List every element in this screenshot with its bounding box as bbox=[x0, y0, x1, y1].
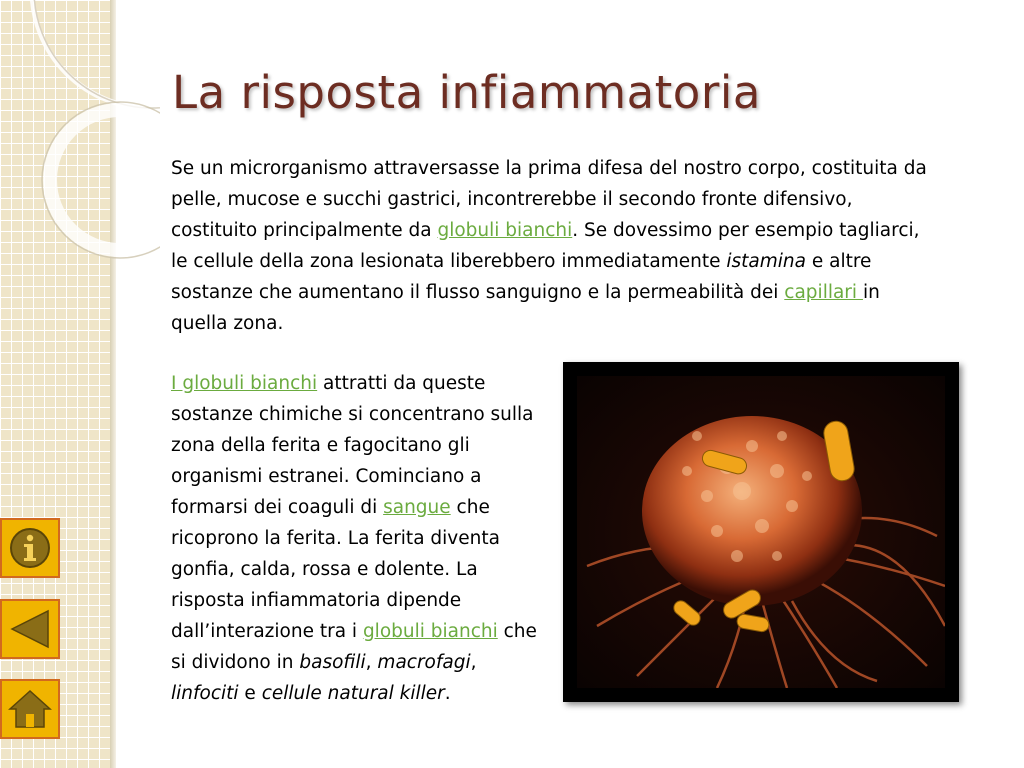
link-i-globuli-bianchi[interactable]: I globuli bianchi bbox=[171, 373, 318, 394]
text-span: attratti da queste sostanze chimiche si concentrano sulla zona della ferita e fagocitano gli organismi estranei. Cominciano a formarsi dei coaguli di bbox=[171, 373, 534, 518]
text-span: che ricoprono la ferita. La ferita diventa gonfia, calda, rossa e dolente. La risposta infiammatoria dipende dall’interazione tra i bbox=[171, 497, 500, 642]
text-span: Se un microrganismo attraversasse la prima difesa del nostro corpo, costituita da pelle, mucose e succhi gastrici, incontrerebbe il secondo fronte difensivo, costituito principalmente da bbox=[171, 158, 927, 241]
info-button[interactable] bbox=[0, 518, 60, 578]
term-cellule-natural-killer: cellule natural killer bbox=[261, 683, 445, 704]
link-globuli-bianchi[interactable]: globuli bianchi bbox=[437, 220, 573, 241]
white-blood-cell-image bbox=[577, 376, 945, 688]
text-span: e altre sostanze che aumentano il flusso sanguigno e la permeabilità dei bbox=[171, 251, 872, 303]
term-istamina: istamina bbox=[726, 251, 806, 272]
slide-title: La risposta infiammatoria bbox=[172, 66, 761, 119]
text-span: che si dividono in bbox=[171, 621, 537, 673]
triangle-left-icon bbox=[8, 607, 52, 651]
link-capillari[interactable]: capillari bbox=[784, 282, 863, 303]
cell-illustration bbox=[577, 376, 945, 688]
home-button[interactable] bbox=[0, 679, 60, 739]
white-cells-paragraph bbox=[171, 368, 556, 709]
link-globuli-bianchi-2[interactable]: globuli bianchi bbox=[362, 621, 498, 642]
info-icon bbox=[8, 526, 52, 570]
term-basofili: basofili bbox=[299, 652, 366, 673]
home-icon bbox=[8, 687, 52, 731]
decorative-circles bbox=[0, 0, 160, 260]
link-sangue[interactable]: sangue bbox=[383, 497, 451, 518]
text-span: , bbox=[365, 652, 378, 673]
image-frame bbox=[563, 362, 959, 702]
text-span: . bbox=[444, 683, 451, 704]
text-span: . Se dovessimo per esempio tagliarci, le cellule della zona lesionata liberebbero immediatamente bbox=[171, 220, 920, 272]
intro-paragraph bbox=[171, 153, 931, 339]
text-span: e bbox=[238, 683, 262, 704]
text-span: in quella zona. bbox=[171, 282, 880, 334]
term-macrofagi: macrofagi bbox=[377, 652, 471, 673]
term-linfociti: linfociti bbox=[171, 683, 239, 704]
back-button[interactable] bbox=[0, 599, 60, 659]
text-span: , bbox=[470, 652, 477, 673]
